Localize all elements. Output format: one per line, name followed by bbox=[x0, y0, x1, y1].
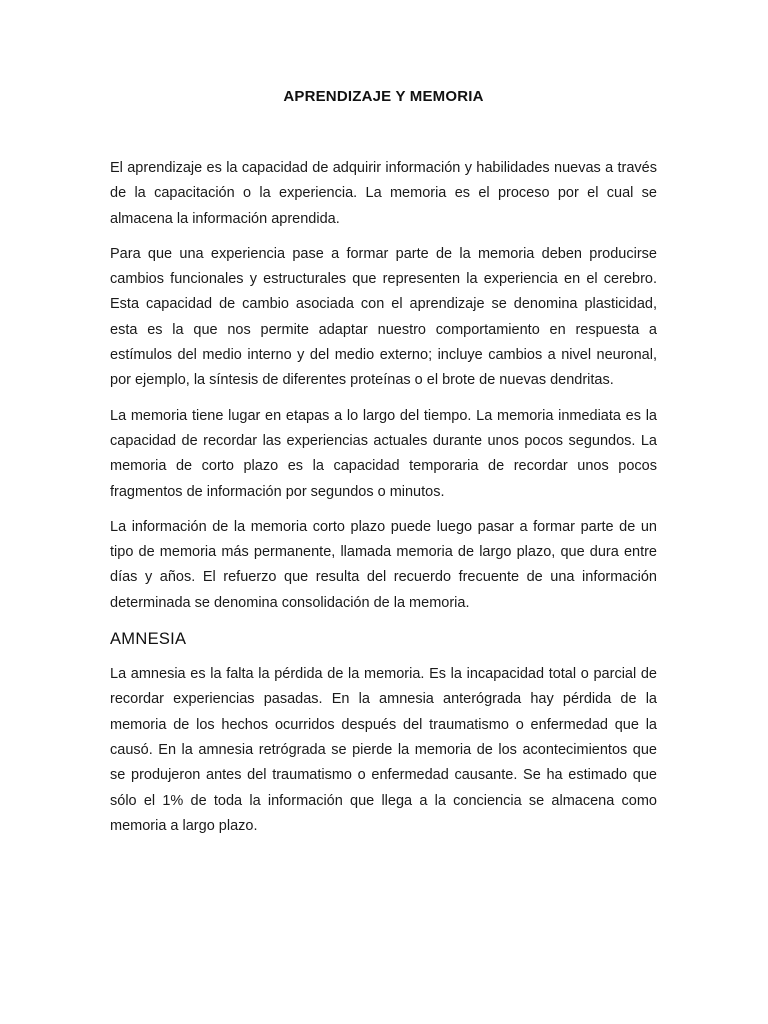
section-heading-amnesia: AMNESIA bbox=[110, 630, 187, 649]
paragraph-aprendizaje: El aprendizaje es la capacidad de adquirir información y habilidades nuevas a través de la capacitación o la experiencia. La memoria es el proceso por el cual se almacena la información aprendida. bbox=[110, 160, 657, 227]
paragraph-etapas-memoria: La memoria tiene lugar en etapas a lo largo del tiempo. La memoria inmediata es la capacidad de recordar las experiencias actuales durante unos pocos segundos. La memoria de corto plazo es la capacidad temporaria de recordar unos pocos fragmentos de información por segundos o minutos. bbox=[110, 407, 657, 500]
document-body bbox=[110, 86, 657, 839]
paragraph-amnesia: La amnesia es la falta la pérdida de la memoria. Es la incapacidad total o parcial de recordar experiencias pasadas. En la amnesia anterógrada hay pérdida de la memoria de los hechos ocurridos después del traumatismo o enfermedad que la causó. En la amnesia retrógrada se pierde la memoria de los acontecimientos que se produjeron antes del traumatismo o enfermedad causante. Se ha estimado que sólo el 1% de toda la información que llega a la conciencia se almacena como memoria a largo plazo. bbox=[110, 666, 657, 834]
paragraph-consolidacion: La información de la memoria corto plazo puede luego pasar a formar parte de un tipo de memoria más permanente, llamada memoria de largo plazo, que dura entre días y años. El refuerzo que resulta del recuerdo frecuente de una información determinada se denomina consolidación de la memoria. bbox=[110, 518, 657, 611]
document-title: APRENDIZAJE Y MEMORIA bbox=[283, 88, 484, 105]
paragraph-plasticidad: Para que una experiencia pase a formar parte de la memoria deben producirse cambios funcionales y estructurales que representen la experiencia en el cerebro. Esta capacidad de cambio asociada con el aprendizaje se denomina plasticidad, esta es la que nos permite adaptar nuestro comportamiento en respuesta a estímulos del medio interno y del medio externo; incluye cambios a nivel neuronal, por ejemplo, la síntesis de diferentes proteínas o el brote de nuevas dendritas. bbox=[110, 245, 657, 389]
